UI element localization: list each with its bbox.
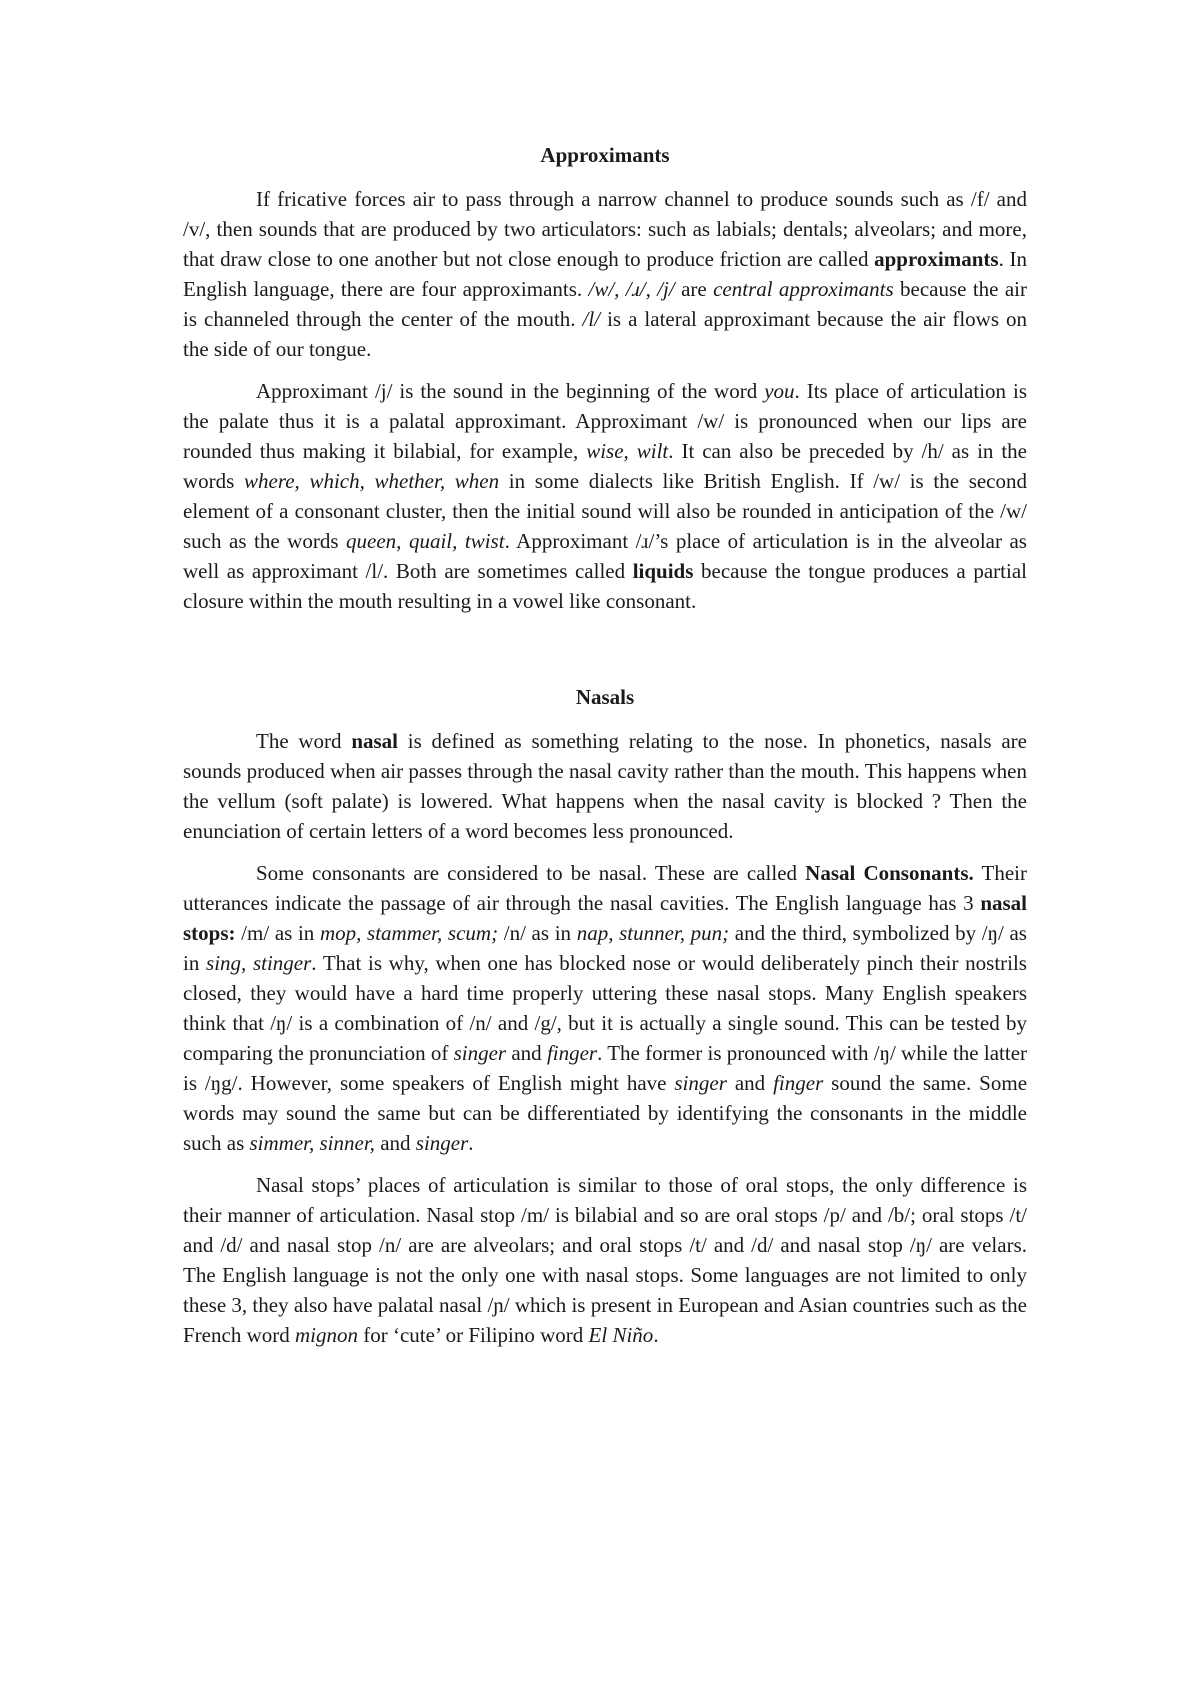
text-run: and the third, symbolized by /ŋ/ as in (183, 921, 1027, 975)
text-run: /n/ as in (498, 921, 577, 945)
italic-term: mignon (294, 1323, 358, 1347)
text-run: and (506, 1041, 547, 1065)
text-run: . (653, 1323, 659, 1347)
text-run: for ‘cute’ or Filipino word (357, 1323, 589, 1347)
section-gap (183, 628, 1027, 682)
italic-term: /l/ (582, 307, 601, 331)
paragraph (183, 376, 1027, 616)
italic-term: simmer, sinner, (249, 1131, 375, 1155)
heading-approximants: Approximants (540, 143, 670, 167)
heading-nasals: Nasals (575, 685, 635, 709)
text-run: in some dialects like British English. If /w/ is the second element of a consonant cluster, then the initial sound will also be rounded in anticipation of the /w/ such as the words (183, 469, 1028, 553)
text-run: is a lateral approximant because the air flows on the side of our tongue. (183, 307, 1027, 361)
italic-term: singer (415, 1131, 469, 1155)
italic-term: finger (773, 1071, 824, 1095)
text-run: . Its place of articulation is the palate thus it is a palatal approximant. Approximant /w/ is pronounced when our lips are rounded thus making it bilabial, for example, (183, 379, 1027, 463)
text-run: Nasal stops’ places of articulation is similar to those of oral stops, the only difference is their manner of articulation. Nasal stop /m/ is bilabial and so are oral stops /p/ and /b/; oral stops /t/ and /d/ and nasal stop /n/ are are alveolars; and oral stops /t/ and /d/ and nasal stop /ŋ/ are velars. The English language is not the only one with nasal stops. Some languages are not limited to only these 3, they also have palatal nasal /ɲ/ which is present in European and Asian countries such as the French word (183, 1173, 1027, 1347)
italic-term: singer (453, 1041, 507, 1065)
italic-term: finger (546, 1041, 598, 1065)
document-page (183, 140, 1027, 1362)
italic-term: /w/, /ɹ/, /j/ (588, 277, 675, 301)
text-run: . (468, 1131, 474, 1155)
bold-term: approximants (874, 247, 999, 271)
text-run: is defined as something relating to the nose. In phonetics, nasals are sounds produced when air passes through the nasal cavity rather than the mouth. This happens when the vellum (soft palate) is lowered. What happens when the nasal cavity is blocked ? Then the enunciation of certain letters of a word becomes less pronounced. (183, 729, 1027, 843)
paragraph (183, 1170, 1027, 1350)
text-run: . That is why, when one has blocked nose or would deliberately pinch their nostrils closed, they would have a hard time properly uttering these nasal stops. Many English speakers think that /ŋ/ is a combination of /n/ and /g/, but it is actually a single sound. This can be tested by comparing the pronunciation of (183, 951, 1027, 1065)
paragraph (183, 858, 1027, 1158)
text-run: . In English language, there are four approximants. (183, 247, 1027, 301)
italic-term: nap, stunner, pun; (576, 921, 730, 945)
text-run: /m/ as in (235, 921, 320, 945)
section-nasals (183, 682, 1027, 1350)
text-run: . It can also be preceded by /h/ as in the words (183, 439, 1027, 493)
text-run: If fricative forces air to pass through a narrow channel to produce sounds such as /f/ and /v/, then sounds that are produced by two articulators: such as labials; dentals; alveolars; and more, that draw close to one another but not close enough to produce friction are called (183, 187, 1027, 271)
text-run: because the tongue produces a partial closure within the mouth resulting in a vowel like consonant. (183, 559, 1027, 613)
text-run: The word (256, 729, 352, 753)
text-run: . Approximant /ɹ/’s place of articulation is in the alveolar as well as approximant /l/. Both are sometimes called (183, 529, 1027, 583)
italic-term: where, which, whether, when (244, 469, 500, 493)
italic-term: central approximants (713, 277, 894, 301)
bold-term: liquids (632, 559, 694, 583)
paragraph (183, 184, 1027, 364)
section-approximants (183, 140, 1027, 616)
text-run: Their utterances indicate the passage of air through the nasal cavities. The English language has 3 (183, 861, 1027, 915)
text-run: and (374, 1131, 416, 1155)
italic-term: wise, wilt (586, 439, 669, 463)
text-run: sound the same. Some words may sound the same but can be differentiated by identifying the consonants in the middle such as (183, 1071, 1028, 1155)
text-run: Some consonants are considered to be nasal. These are called (256, 861, 806, 885)
bold-term: nasal stops: (183, 891, 1027, 945)
paragraph (183, 726, 1027, 846)
bold-term: Nasal Consonants. (805, 861, 974, 885)
text-run: Approximant /j/ is the sound in the beginning of the word (256, 379, 765, 403)
italic-term: mop, stammer, scum; (319, 921, 499, 945)
text-run: and (726, 1071, 774, 1095)
italic-term: singer (674, 1071, 727, 1095)
text-run: . The former is pronounced with /ŋ/ while the latter is /ŋg/. However, some speakers of English might have (183, 1041, 1028, 1095)
bold-term: nasal (351, 729, 398, 753)
text-run: are (674, 277, 714, 301)
italic-term: El Niño (588, 1323, 654, 1347)
italic-term: you (764, 379, 795, 403)
italic-term: queen, quail, twist (346, 529, 505, 553)
italic-term: sing, stinger (206, 951, 312, 975)
text-run: because the air is channeled through the center of the mouth. (183, 277, 1027, 331)
